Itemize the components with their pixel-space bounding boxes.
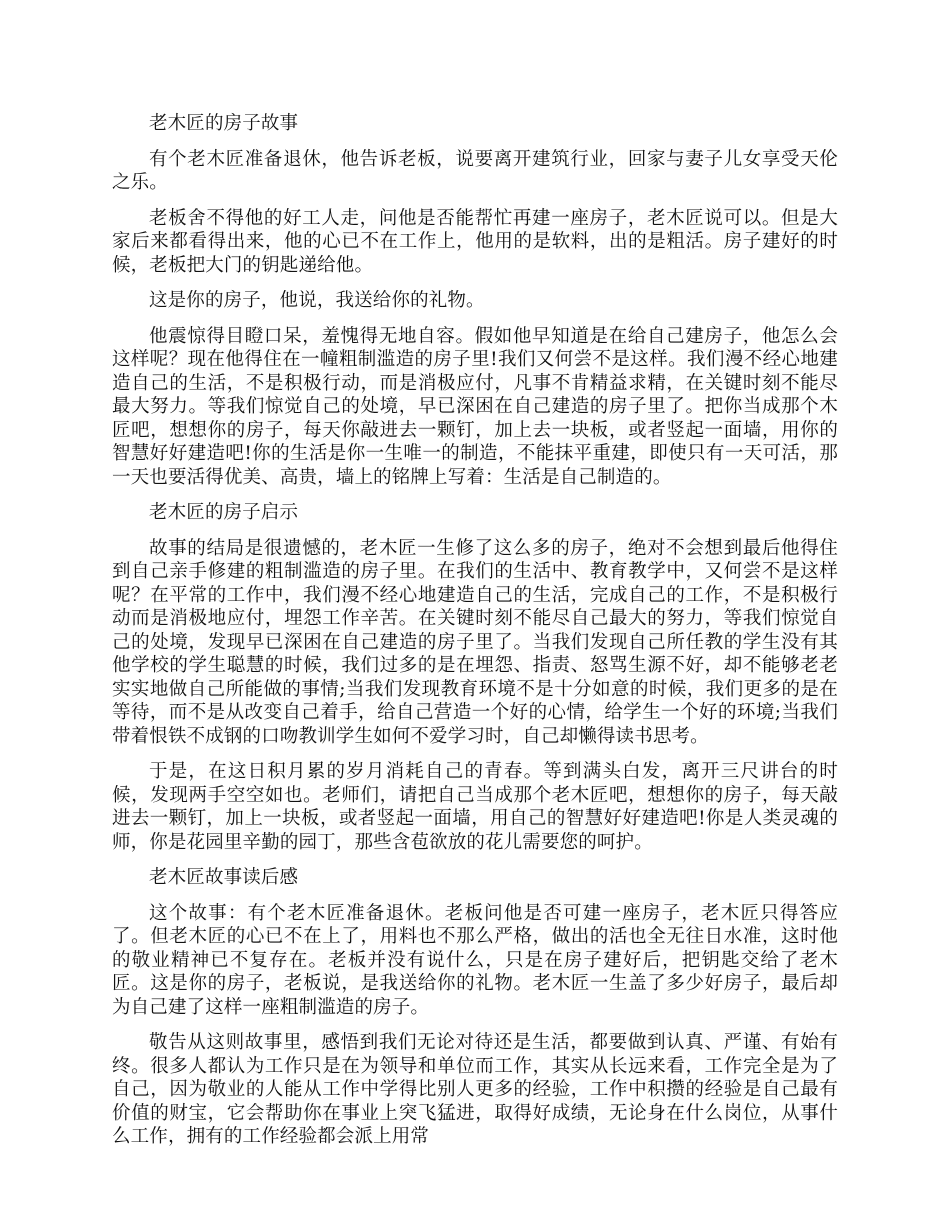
section-heading: 老木匠的房子启示 [149, 502, 299, 523]
paragraph: 故事的结局是很遗憾的，老木匠一生修了这么多的房子，绝对不会想到最后他得住到自己亲手修建的粗制滥造的房子里。在我们的生活中、教育教学中，又何尝不是这样呢？在平常的工作中，我们漫不经心地建造自己的生活，完成自己的工作，不是积极行动而是消极地应付，埋怨工作辛苦。在关键时刻不能尽自己最大的努力，等我们惊觉自己的处境，发现早已深困在自己建造的房子里了。当我们发现自己所任教的学生没有其他学校的学生聪慧的时候，我们过多的是在埋怨、指责、怒骂生源不好，却不能够老老实实地做自己所能做的事情;当我们发现教育环境不是十分如意的时候，我们更多的是在等待，而不是从改变自己着手，给自己营造一个好的心情，给学生一个好的环境;当我们带着恨铁不成钢的口吻教训学生如何不爱学习时，自己却懒得读书思考。 [112, 537, 838, 747]
paragraph: 有个老木匠准备退休，他告诉老板，说要离开建筑行业，回家与妻子儿女享受天伦之乐。 [112, 148, 838, 193]
paragraph: 老板舍不得他的好工人走，问他是否能帮忙再建一座房子，老木匠说可以。但是大家后来都看得出来，他的心已不在工作上，他用的是软料，出的是粗活。房子建好的时候，老板把大门的钥匙递给他。 [112, 207, 838, 276]
document-body [112, 112, 838, 1161]
section-heading: 老木匠故事读后感 [149, 867, 299, 888]
paragraph: 他震惊得目瞪口呆，羞愧得无地自容。假如他早知道是在给自己建房子，他怎么会这样呢？现在他得住在一幢粗制滥造的房子里!我们又何尝不是这样。我们漫不经心地建造自己的生活，不是积极行动，而是消极应付，凡事不肯精益求精，在关键时刻不能尽最大努力。等我们惊觉自己的处境，早已深困在自己建造的房子里了。把你当成那个木匠吧，想想你的房子，每天你敲进去一颗钉，加上去一块板，或者竖起一面墙，用你的智慧好好建造吧!你的生活是你一生唯一的制造，不能抹平重建，即使只有一天可活，那一天也要活得优美、高贵，墙上的铭牌上写着：生活是自己制造的。 [112, 325, 838, 488]
paragraph: 于是，在这日积月累的岁月消耗自己的青春。等到满头白发，离开三尺讲台的时候，发现两手空空如也。老师们，请把自己当成那个老木匠吧，想想你的房子，每天敲进去一颗钉，加上一块板，或者竖起一面墙，用自己的智慧好好建造吧!你是人类灵魂的师，你是花园里辛勤的园丁，那些含苞欲放的花儿需要您的呵护。 [112, 761, 838, 853]
section-heading: 老木匠的房子故事 [149, 113, 299, 134]
paragraph: 这是你的房子，他说，我送给你的礼物。 [149, 290, 485, 311]
paragraph: 这个故事：有个老木匠准备退休。老板问他是否可建一座房子，老木匠只得答应了。但老木匠的心已不在上了，用料也不那么严格，做出的活也全无往日水准，这时他的敬业精神已不复存在。老板并没有说什么，只是在房子建好后，把钥匙交给了老木匠。这是你的房子，老板说，是我送给你的礼物。老木匠一生盖了多少好房子，最后却为自己建了这样一座粗制滥造的房子。 [112, 902, 838, 1018]
paragraph: 敬告从这则故事里，感悟到我们无论对待还是生活，都要做到认真、严谨、有始有终。很多人都认为工作只是在为领导和单位而工作，其实从长远来看，工作完全是为了自己，因为敬业的人能从工作中学得比别人更多的经验，工作中积攒的经验是自己最有价值的财宝，它会帮助你在事业上突飞猛进，取得好成绩，无论身在什么岗位，从事什么工作，拥有的工作经验都会派上用常 [112, 1032, 838, 1147]
